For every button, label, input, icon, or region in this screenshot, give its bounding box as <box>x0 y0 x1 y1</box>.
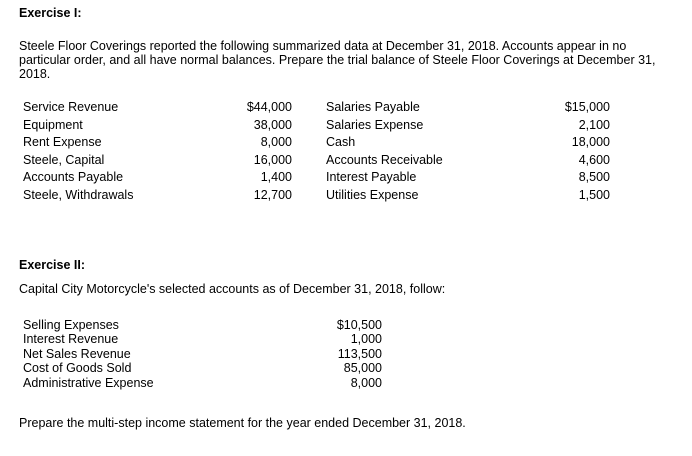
ex2-account-amounts <box>300 318 382 390</box>
exercise-1-intro: Steele Floor Coverings reported the following summarized data at December 31, 2018. Accounts appear in no particular order, and all have normal balances. Prepare the trial balance of Steele Floor Coverings at December 31, 2018. <box>19 39 656 81</box>
account-amount: 85,000 <box>343 361 382 376</box>
ex1-left-account-names <box>23 99 133 205</box>
exercise-1-title: Exercise I: <box>19 6 82 20</box>
account-name: Accounts Receivable <box>326 152 443 167</box>
account-amount: 4,600 <box>578 152 610 167</box>
account-amount: 18,000 <box>571 135 610 150</box>
exercise-2-intro: Capital City Motorcycle's selected accounts as of December 31, 2018, follow: <box>19 282 446 296</box>
account-name: Selling Expenses <box>23 318 119 332</box>
account-name: Salaries Expense <box>326 117 424 132</box>
exercise-2-instruction: Prepare the multi-step income statement for the year ended December 31, 2018. <box>19 416 466 430</box>
account-amount: 1,000 <box>350 332 382 347</box>
account-name: Net Sales Revenue <box>23 346 131 361</box>
account-name: Cash <box>326 135 356 150</box>
account-amount: 8,000 <box>350 375 382 390</box>
account-amount: $44,000 <box>246 100 292 114</box>
ex1-right-account-amounts <box>530 99 610 205</box>
ex2-account-names <box>23 318 154 390</box>
ex1-right-account-names <box>326 99 443 205</box>
account-name: Cost of Goods Sold <box>23 361 132 376</box>
account-amount: 8,500 <box>578 170 610 185</box>
account-amount: $10,500 <box>336 318 382 332</box>
account-name: Salaries Payable <box>326 100 420 114</box>
account-amount: 1,500 <box>578 187 610 202</box>
account-amount: 12,700 <box>253 187 292 202</box>
account-name: Equipment <box>23 117 83 132</box>
account-name: Service Revenue <box>23 100 119 114</box>
account-name: Accounts Payable <box>23 170 124 185</box>
account-name: Steele, Withdrawals <box>23 187 134 202</box>
account-amount: 113,500 <box>337 346 382 361</box>
account-amount: 1,400 <box>260 170 292 185</box>
account-amount: $15,000 <box>564 100 610 114</box>
account-amount: 16,000 <box>253 152 292 167</box>
account-name: Interest Revenue <box>23 332 119 347</box>
account-name: Interest Payable <box>326 170 417 185</box>
account-amount: 8,000 <box>260 135 292 150</box>
account-name: Rent Expense <box>23 135 102 150</box>
account-name: Utilities Expense <box>326 187 419 202</box>
account-name: Administrative Expense <box>23 375 154 390</box>
ex1-left-account-amounts <box>210 99 292 205</box>
account-amount: 2,100 <box>578 117 610 132</box>
account-name: Steele, Capital <box>23 152 105 167</box>
account-amount: 38,000 <box>253 117 292 132</box>
exercise-2-title: Exercise II: <box>19 258 86 272</box>
